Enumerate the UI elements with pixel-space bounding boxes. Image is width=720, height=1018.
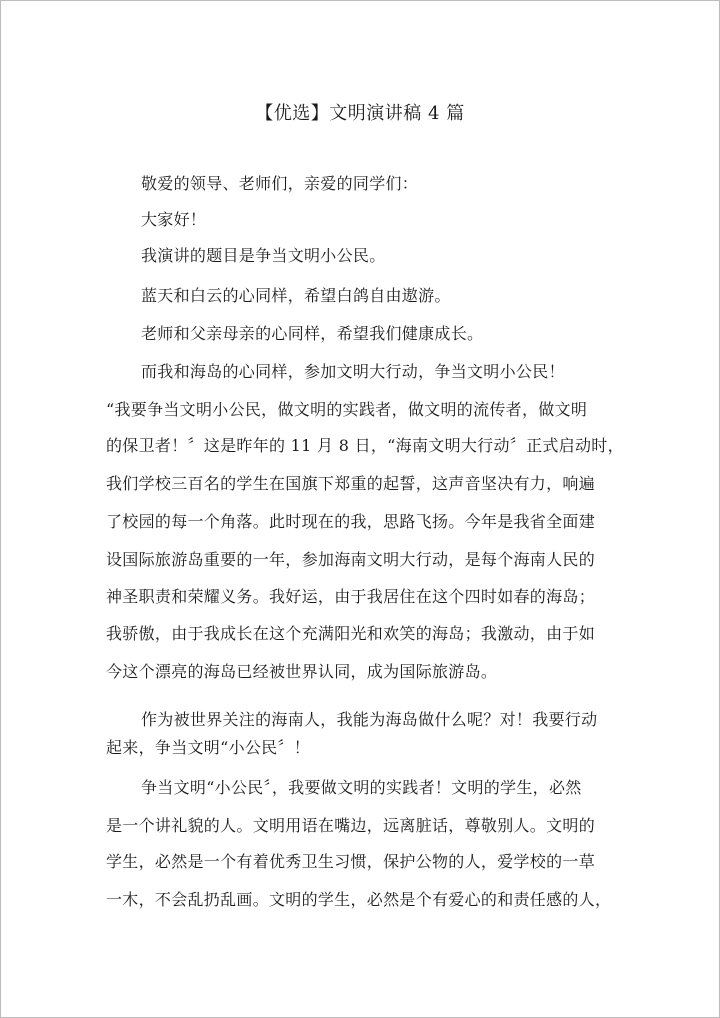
text-line: 作为被世界关注的海南人，我能为海岛做什么呢？对！我要行动 [141,710,598,729]
text-line: 我演讲的题目是争当文明小公民。 [141,246,386,265]
text-line: 设国际旅游岛重要的一年，参加海南文明大行动，是每个海南人民的 [106,550,596,569]
text-line: 学生，必然是一个有着优秀卫生习惯，保护公物的人，爱学校的一草 [106,852,596,871]
text-line: 争当文明“小公民〞，我要做文明的实践者！文明的学生，必然 [141,778,582,797]
text-line: 的保卫者！〞这是昨年的 11 月 8 日，“海南文明大行动〞正式启动时， [106,436,624,455]
text-line: 今这个漂亮的海岛已经被世界认同，成为国际旅游岛。 [106,662,498,681]
text-line: 大家好！ [141,210,207,229]
text-line: 我骄傲，由于我成长在这个充满阳光和欢笑的海岛；我激动，由于如 [106,624,596,643]
text-line: 蓝天和白云的心同样，希望白鸽自由遨游。 [141,286,451,305]
text-line: 老师和父亲母亲的心同样，希望我们健康成长。 [141,324,484,343]
text-line: “我要争当文明小公民，做文明的实践者，做文明的流传者，做文明 [106,400,588,419]
text-line: 了校园的每一个角落。此时现在的我，思路飞扬。今年是我省全面建 [106,512,596,531]
text-line: 我们学校三百名的学生在国旗下郑重的起誓，这声音坚决有力，响遍 [106,474,596,493]
text-line: 神圣职责和荣耀义务。我好运，由于我居住在这个四时如春的海岛； [106,587,596,606]
text-line: 是一个讲礼貌的人。文明用语在嘴边，远离脏话，尊敬别人。文明的 [106,816,596,835]
document-title: 【优选】文明演讲稿 4 篇 [255,103,465,124]
text-line: 敬爱的领导、老师们，亲爱的同学们： [141,174,419,193]
text-line: 一木，不会乱扔乱画。文明的学生，必然是个有爱心的和责任感的人， [106,890,612,909]
text-line: 起来，争当文明“小公民〞！ [106,738,311,757]
text-line: 而我和海岛的心同样，参加文明大行动，争当文明小公民！ [141,362,565,381]
